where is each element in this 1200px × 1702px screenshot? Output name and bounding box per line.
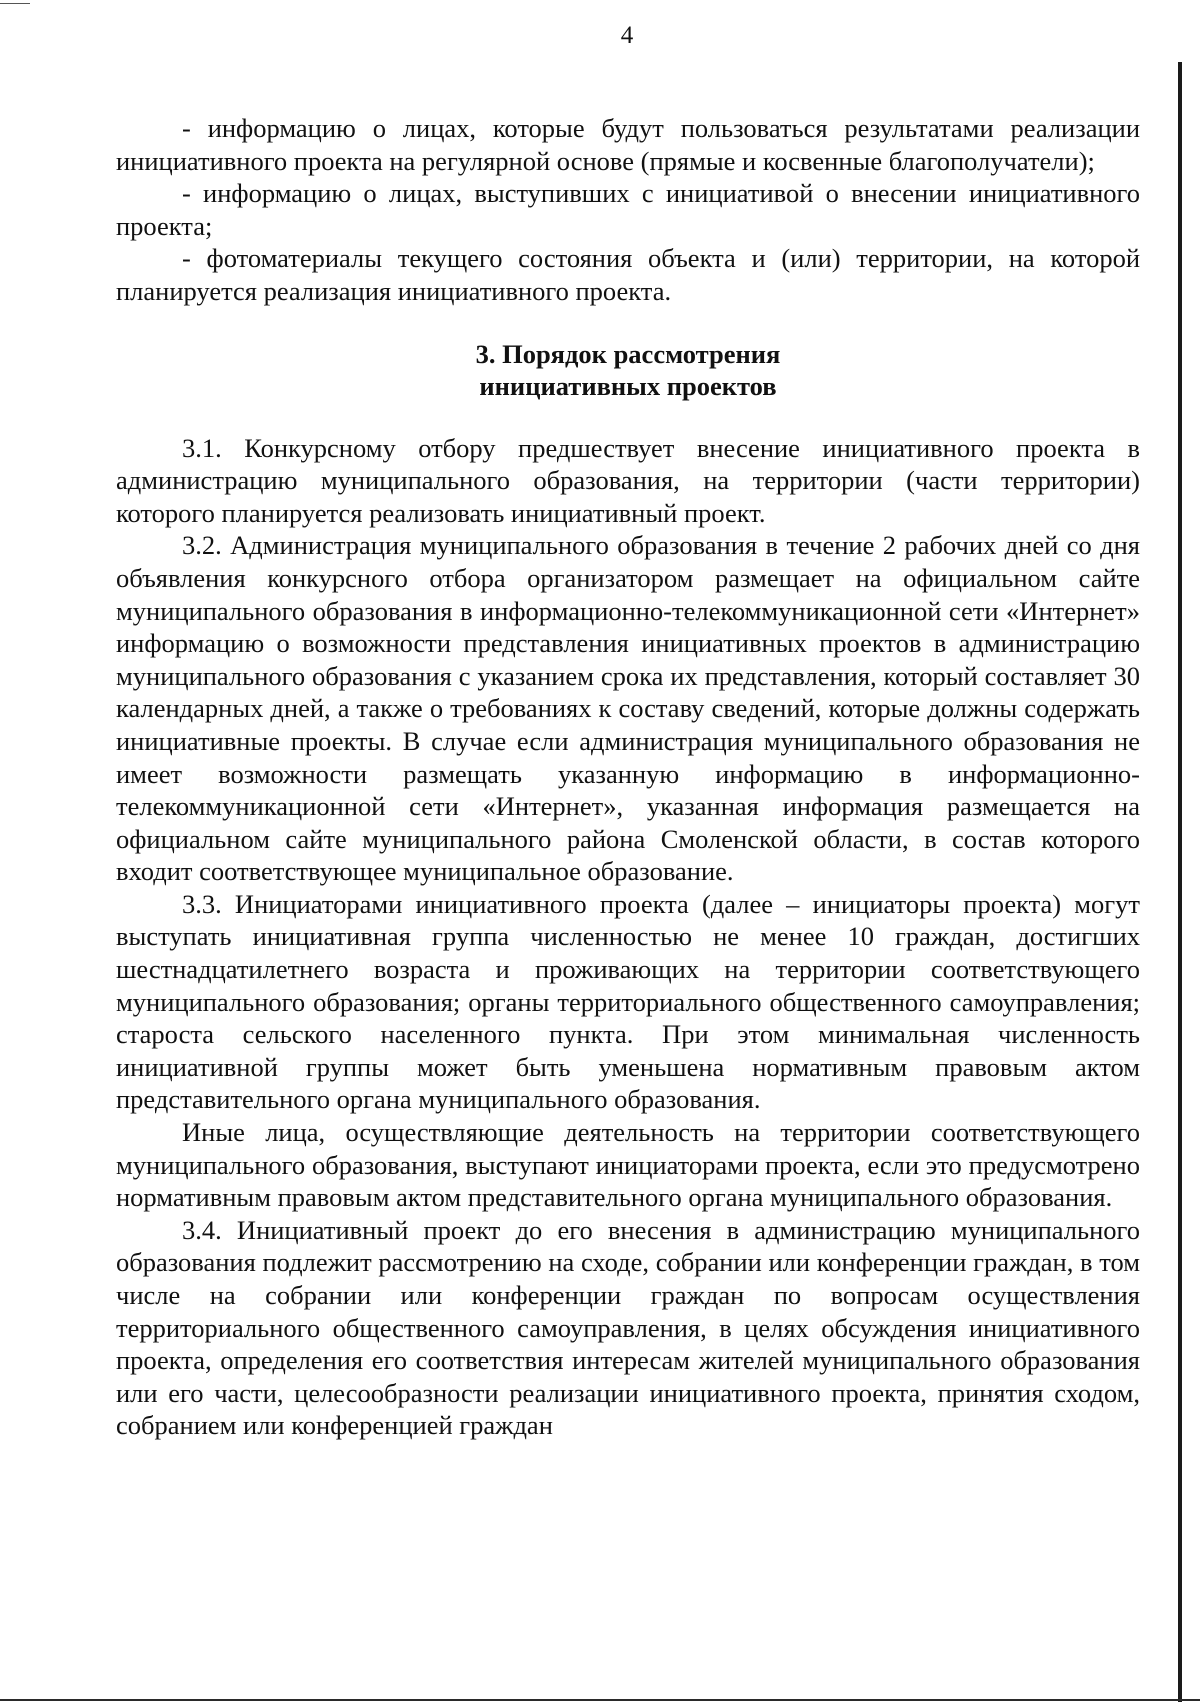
scan-bottom-border: [0, 1699, 1200, 1701]
scan-right-border: [1178, 62, 1182, 1702]
paragraph-other-persons: Иные лица, осуществляющие деятельность на территории соответствующего муниципального образования, выступают инициаторами проекта, если это предусмотрено нормативным правовым актом представительного органа муниципального образования.: [116, 1117, 1140, 1213]
list-item-initiators-info: - информацию о лицах, выступивших с инициативой о внесении инициативного проекта;: [116, 178, 1140, 241]
page-number: 4: [620, 22, 634, 49]
section-heading-line-2: инициативных проектов: [479, 370, 777, 401]
section-heading: [116, 338, 1140, 402]
document-body: [116, 112, 1140, 1442]
list-item-photo-materials: - фотоматериалы текущего состояния объекта и (или) территории, на которой планируется реализация инициативного проекта.: [116, 243, 1140, 306]
paragraph-3-3: 3.3. Инициаторами инициативного проекта (далее – инициаторы проекта) могут выступать инициативная группа численностью не менее 10 граждан, достигших шестнадцатилетнего возраста и проживающих на территории соответствующего муниципального образования; органы территориального общественного самоуправления; староста сельского населенного пункта. При этом минимальная численность инициативной группы может быть уменьшена нормативным правовым актом представительного органа муниципального образования.: [116, 888, 1140, 1115]
list-item-beneficiaries: - информацию о лицах, которые будут пользоваться результатами реализации инициативного проекта на регулярной основе (прямые и косвенные благополучатели);: [116, 113, 1140, 176]
paragraph-3-2: 3.2. Администрация муниципального образования в течение 2 рабочих дней со дня объявления конкурсного отбора организатором размещает на официальном сайте муниципального образования в информационно-телекоммуникационной сети «Интернет» информацию о возможности представления инициативных проектов в администрацию муниципального образования с указанием срока их представления, который составляет 30 календарных дней, а также о требованиях к составу сведений, которые должны содержать инициативные проекты. В случае если администрация муниципального образования не имеет возможности размещать указанную информацию в информационно-телекоммуникационной сети «Интернет», указанная информация размещается на официальном сайте муниципального района Смоленской области, в состав которого входит соответствующее муниципальное образование.: [116, 530, 1140, 887]
section-heading-line-1: 3. Порядок рассмотрения: [475, 338, 781, 369]
paragraph-3-1: 3.1. Конкурсному отбору предшествует внесение инициативного проекта в администрацию муниципального образования, на территории (части территории) которого планируется реализовать инициативный проект.: [116, 432, 1140, 528]
paragraph-3-4: 3.4. Инициативный проект до его внесения в администрацию муниципального образования подлежит рассмотрению на сходе, собрании или конференции граждан, в том числе на собрании или конференции граждан по вопросам осуществления территориального общественного самоуправления, в целях обсуждения инициативного проекта, определения его соответствия интересам жителей муниципального образования или его части, целесообразности реализации инициативного проекта, принятия сходом, собранием или конференцией граждан: [116, 1214, 1140, 1441]
scan-artifact-line: [0, 3, 30, 4]
